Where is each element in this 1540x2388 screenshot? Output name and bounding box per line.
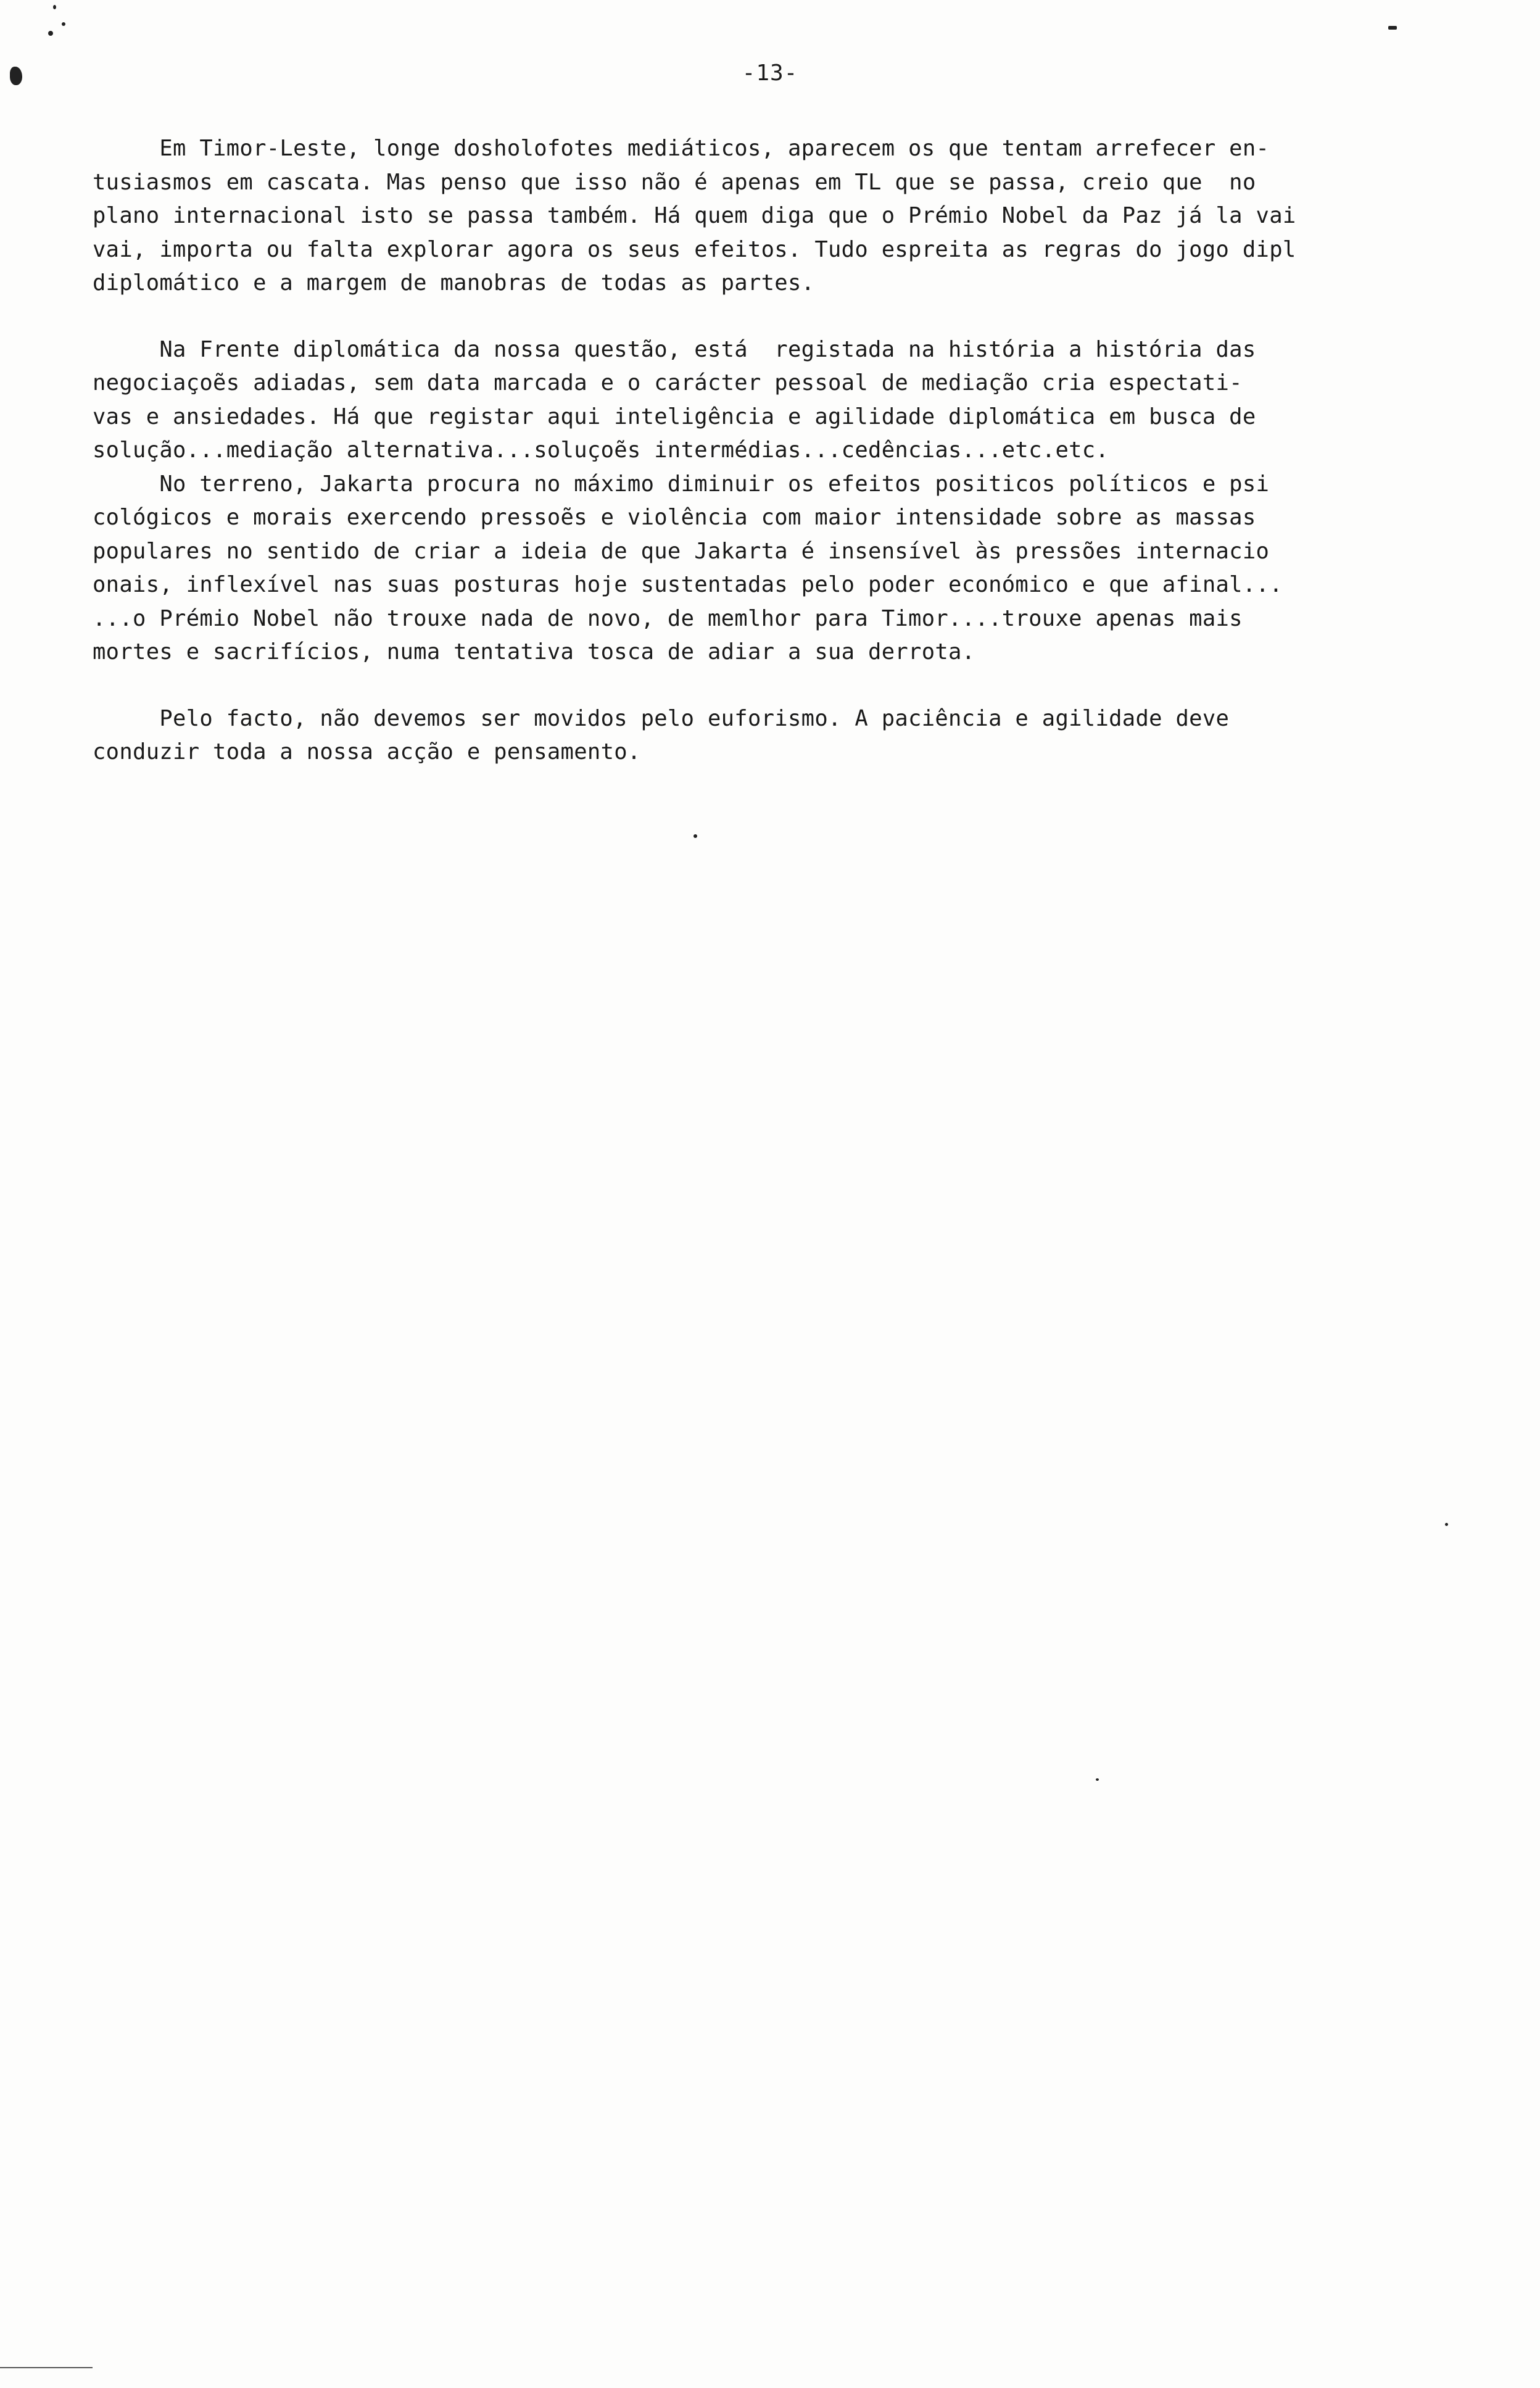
scan-speck [53, 5, 56, 9]
text-line: Pelo facto, não devemos ser movidos pelo euforismo. A paciência e agilidade deve [93, 705, 1230, 731]
scan-speck [1096, 1778, 1099, 1781]
scan-speck [48, 31, 53, 36]
text-line: No terreno, Jakarta procura no máximo diminuir os efeitos positicos políticos e psi [93, 471, 1270, 497]
text-line: ...o Prémio Nobel não trouxe nada de novo, de memlhor para Timor....trouxe apenas mais [93, 605, 1243, 631]
scan-speck [693, 834, 697, 838]
text-line: populares no sentido de criar a ideia de que Jakarta é insensível às pressões internacio [93, 538, 1270, 564]
text-line: solução...mediação alternativa...soluçoẽs intermédias...cedências...etc.etc. [93, 437, 1109, 463]
scan-speck [1445, 1523, 1448, 1526]
text-line: Na Frente diplomática da nossa questão, está registada na história a história das [93, 336, 1256, 362]
scan-speck [0, 2367, 93, 2368]
text-line: plano internacional isto se passa também. Há quem diga que o Prémio Nobel da Paz já la vai [93, 203, 1296, 228]
paragraph-1 [93, 132, 1475, 301]
text-line: vas e ansiedades. Há que registar aqui inteligência e agilidade diplomática em busca de [93, 404, 1256, 429]
text-line: onais, inflexível nas suas posturas hoje sustentadas pelo poder económico e que afinal... [93, 572, 1283, 597]
paragraph-gap [93, 670, 1475, 702]
page-number: -13- [742, 60, 798, 86]
text-line: tusiasmos em cascata. Mas penso que isso não é apenas em TL que se passa, creio que no [93, 169, 1256, 195]
paragraph-3 [93, 702, 1475, 769]
scan-speck [62, 22, 65, 26]
scan-speck [1388, 26, 1397, 30]
document-body [93, 132, 1475, 769]
text-line: conduzir toda a nossa acção e pensamento. [93, 739, 641, 765]
text-line: mortes e sacrifícios, numa tentativa tosca de adiar a sua derrota. [93, 639, 975, 665]
text-line: negociaçoẽs adiadas, sem data marcada e o carácter pessoal de mediação cria espectati- [93, 370, 1243, 396]
paragraph-2 [93, 333, 1475, 670]
text-line: diplomático e a margem de manobras de todas as partes. [93, 270, 815, 296]
paragraph-gap [93, 301, 1475, 333]
text-line: vai, importa ou falta explorar agora os seus efeitos. Tudo espreita as regras do jogo dipl [93, 236, 1296, 262]
text-line: Em Timor-Leste, longe dosholofotes mediáticos, aparecem os que tentam arrefecer en- [93, 136, 1270, 161]
text-line: cológicos e morais exercendo pressoẽs e violência com maior intensidade sobre as massas [93, 505, 1256, 530]
